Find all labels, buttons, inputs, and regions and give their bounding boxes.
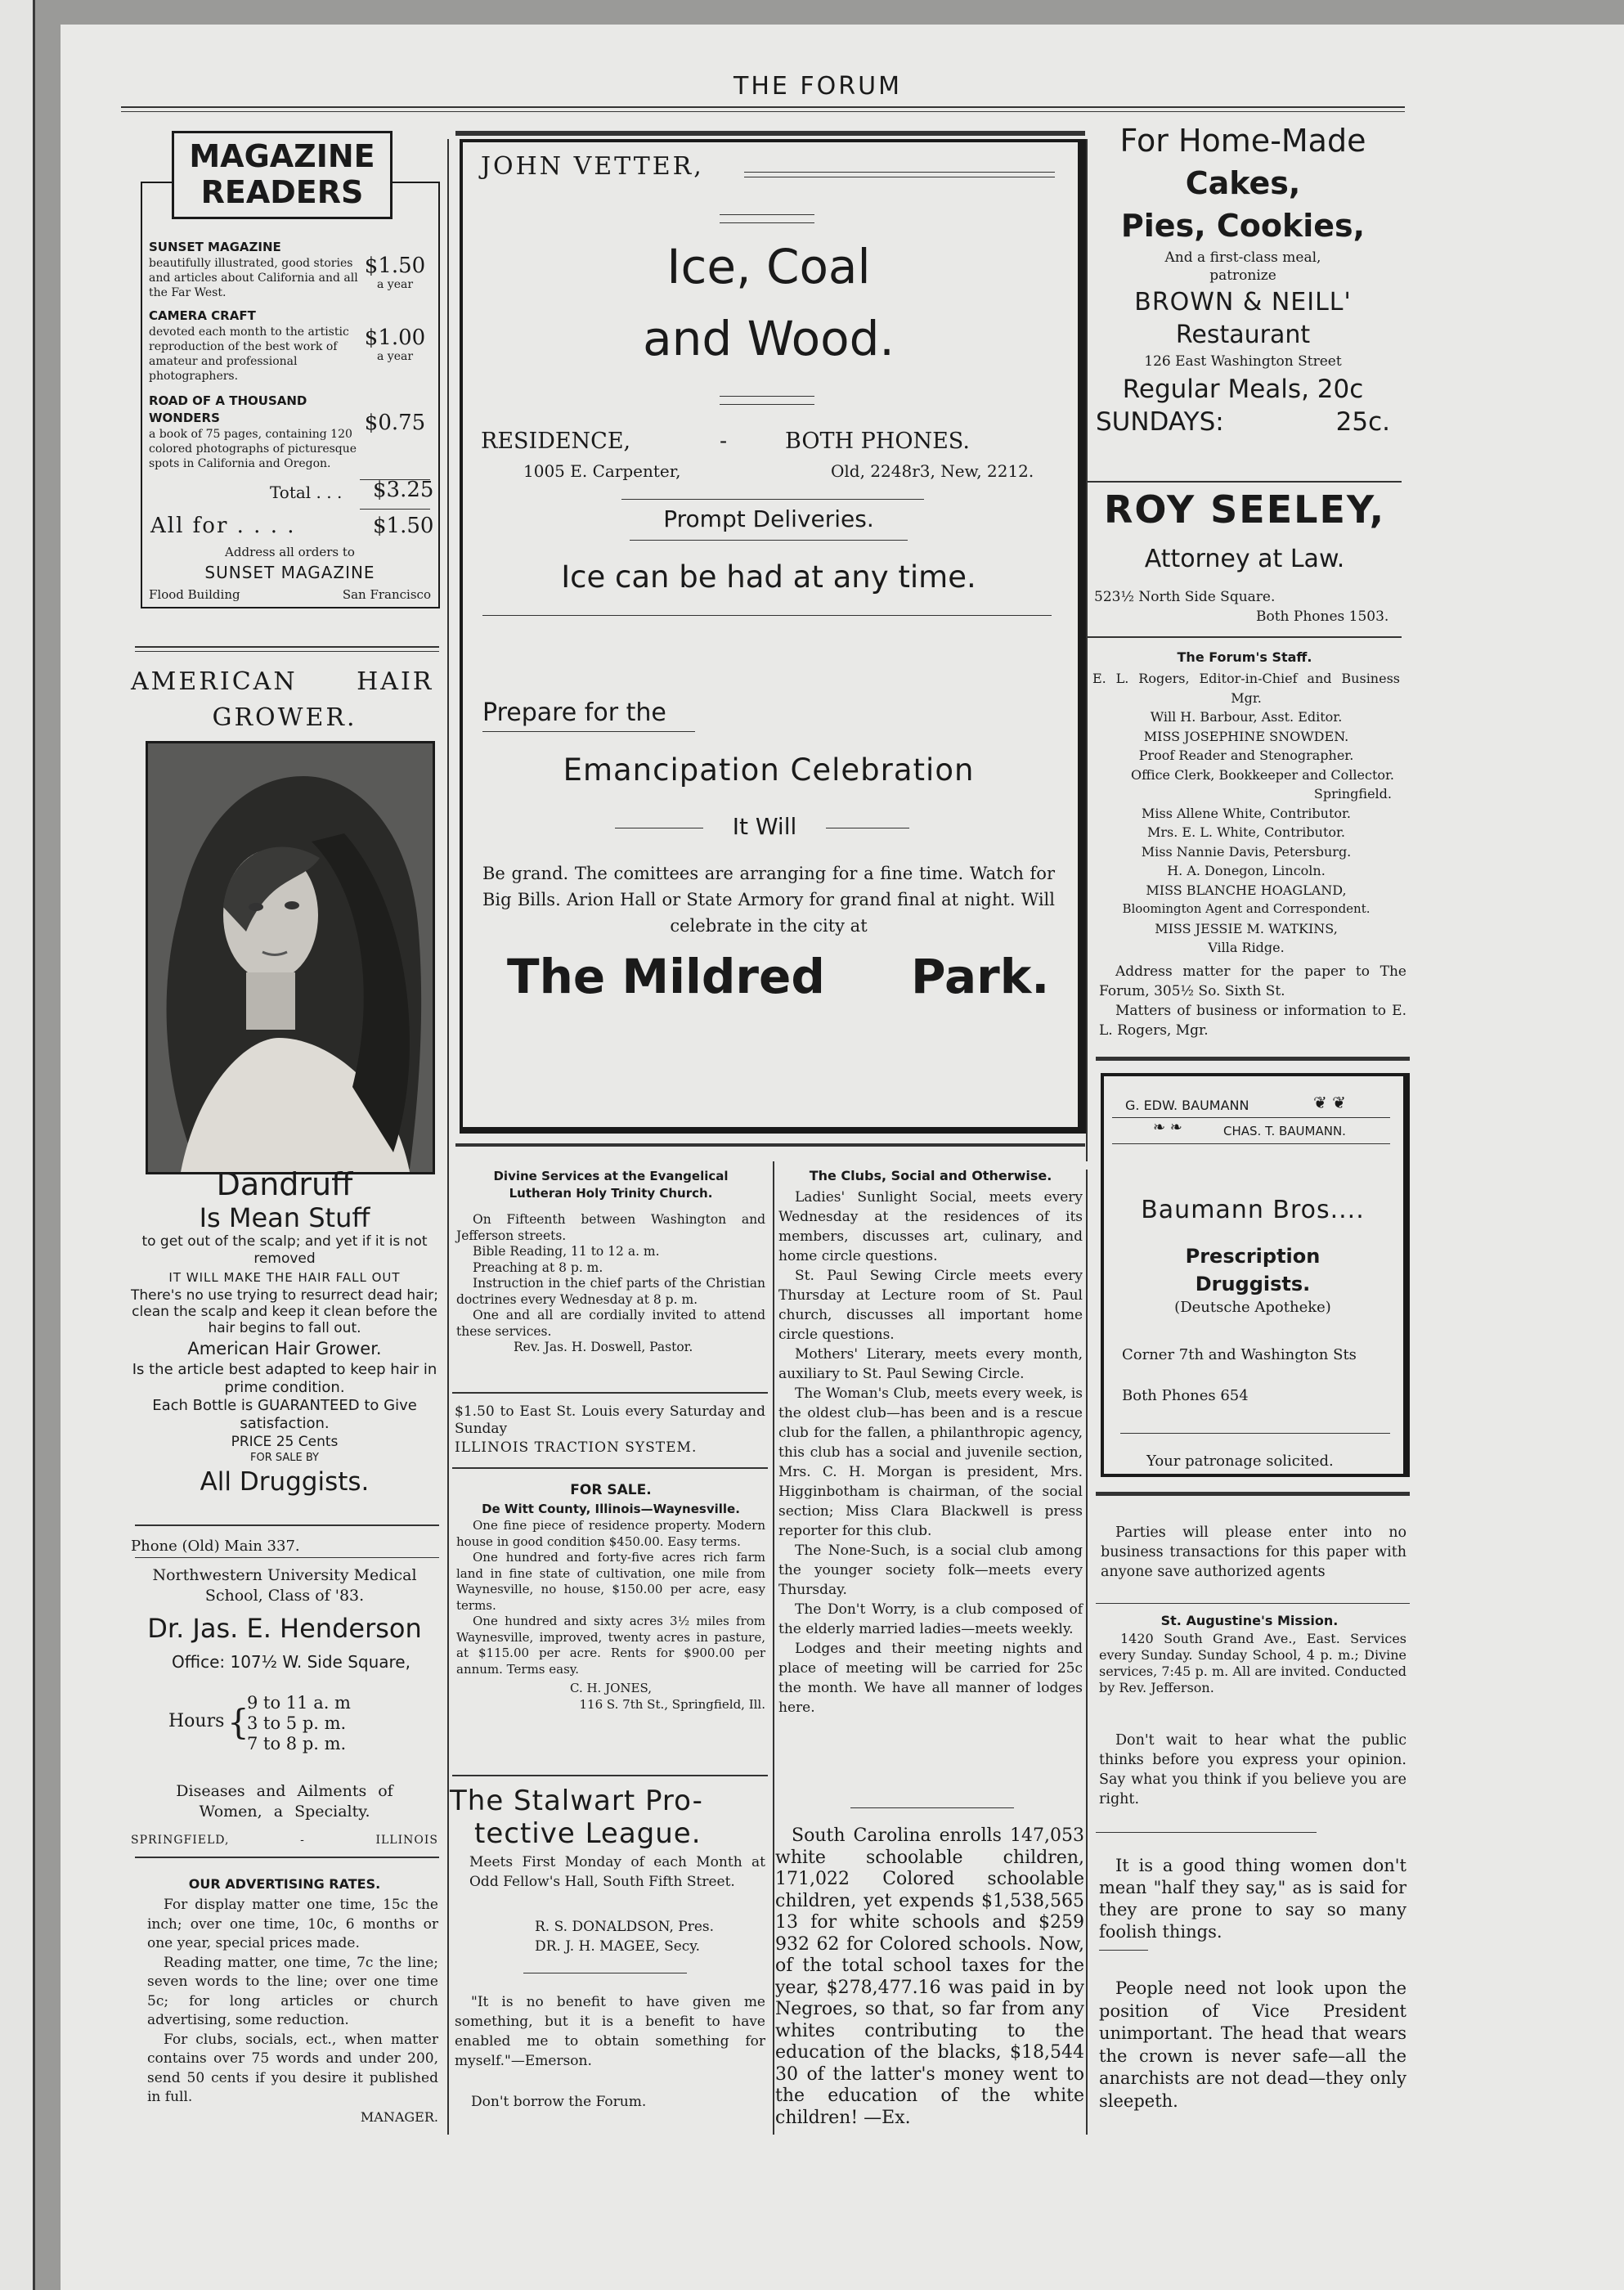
hours-label: Hours: [168, 1711, 225, 1731]
church-title-2: Lutheran Holy Trinity Church.: [509, 1186, 713, 1201]
doctor-city-line: [131, 1834, 438, 1847]
chas-baumann: CHAS. T. BAUMANN.: [1223, 1124, 1346, 1138]
hair-line-3: There's no use trying to resurrect dead hair; clean the scalp and keep it clean before the hair begins to fall out.: [131, 1287, 438, 1336]
phone-numbers: Old, 2248r3, New, 2212.: [831, 461, 1034, 481]
stalwart-meets: Meets First Monday of each Month at Odd Fellow's Hall, South Fifth Street.: [469, 1854, 765, 1890]
masthead: THE FORUM: [733, 72, 902, 101]
edw-baumann: G. EDW. BAUMANN: [1125, 1098, 1249, 1113]
staff-line: Springfield.: [1313, 786, 1392, 802]
rule: [621, 499, 924, 500]
staff-line: Will H. Barbour, Asst. Editor.: [1150, 709, 1343, 725]
staff-address: [1099, 962, 1406, 1040]
rates-sign: MANAGER.: [360, 2108, 438, 2125]
hours-list: [247, 1693, 351, 1754]
staff-list: [1092, 669, 1400, 958]
doctor-state: ILLINOIS: [375, 1834, 438, 1847]
sundays-price: 25c.: [1335, 407, 1390, 437]
staff-line: MISS BLANCHE HOAGLAND,: [1146, 882, 1347, 898]
rule: [135, 1524, 439, 1526]
traction-line-1: $1.50 to East St. Louis every Saturday and Sunday: [455, 1403, 765, 1437]
restaurant-address: 126 East Washington Street: [1144, 353, 1342, 370]
residence-address: 1005 E. Carpenter,: [523, 461, 681, 481]
sunset-magazine: SUNSET MAGAZINE: [204, 563, 375, 582]
hair-line-5: Is the article best adapted to keep hair in prime condition.: [132, 1361, 437, 1396]
stalwart-title-2: tective League.: [474, 1817, 702, 1850]
staff-line: Proof Reader and Stenographer.: [1138, 748, 1354, 763]
stalwart-secretary: DR. J. H. MAGEE, Secy.: [535, 1938, 701, 1955]
all-druggists: All Druggists.: [200, 1467, 370, 1497]
sale-paragraph: One hundred and forty-five acres rich farm land in fine state of cultivation, one mile from Waynesville, no house, $150.00 per acre, easy terms.: [456, 1550, 765, 1613]
dont-wait-item: Don't wait to hear what the public thinks before you express your opinion. Say what you think if you believe you are right.: [1099, 1732, 1406, 1807]
staff-line: Miss Allene White, Contributor.: [1141, 805, 1352, 821]
stalwart-title: [450, 1785, 703, 1850]
san-francisco: San Francisco: [342, 587, 431, 602]
regular-meals: Regular Meals, 20c: [1122, 375, 1364, 404]
hair-line-1: to get out of the scalp; and yet if it is not removed: [141, 1233, 428, 1267]
club-entry: The Don't Worry, is a club composed of the elderly married ladies—meets weekly.: [778, 1601, 1083, 1637]
sundays-label: SUNDAYS:: [1096, 407, 1224, 437]
rule: [1088, 481, 1402, 483]
leaf-ornament-icon: ❧ ❧: [1153, 1119, 1182, 1136]
all-for-price: $1.50: [373, 514, 434, 538]
club-entry: Mothers' Literary, meets every month, auxiliary to St. Paul Sewing Circle.: [778, 1346, 1083, 1382]
church-title-1: Divine Services at the Evangelical: [493, 1169, 729, 1183]
dandruff-headline: Dandruff: [216, 1166, 353, 1202]
rule: [720, 404, 814, 405]
leaf-ornament-icon: ❦ ❦: [1313, 1093, 1346, 1112]
rule: [850, 1807, 1014, 1808]
rule: [1096, 1832, 1317, 1833]
woman-portrait-image: [146, 741, 435, 1174]
doctor-phone: Phone (Old) Main 337.: [131, 1538, 300, 1555]
magazine-item: [149, 308, 431, 393]
club-entry: St. Paul Sewing Circle meets every Thursday at Lecture room of St. Paul church, discusses all important home circle questions.: [778, 1268, 1083, 1343]
sundays-line: [1089, 406, 1397, 438]
magazine-item-name: ROAD OF A THOUSAND WONDERS: [149, 393, 307, 425]
rule: [1096, 1603, 1410, 1604]
doctor-specialty: [131, 1781, 438, 1822]
vetter-name: JOHN VETTER,: [481, 152, 704, 181]
ice-any-time: Ice can be had at any time.: [561, 559, 976, 595]
augustine-body: 1420 South Grand Ave., East. Services every Sunday. Sunday School, 4 p. m.; Divine services, 7:45 p. m. All are invited. Conducted by Rev. Jefferson.: [1099, 1631, 1406, 1695]
hair-line-6: Each Bottle is GUARANTEED to Give satisfaction.: [152, 1397, 417, 1432]
staff-line: Miss Nannie Davis, Petersburg.: [1141, 843, 1352, 860]
hair-grower-title: [131, 667, 438, 696]
school-line-2: School, Class of '83.: [204, 1587, 365, 1605]
brown-neill: BROWN & NEILL': [1134, 288, 1352, 317]
stalwart-officers: [535, 1917, 714, 1956]
hair-line-8: FOR SALE BY: [250, 1452, 319, 1464]
clubs-body: [778, 1188, 1083, 1718]
cakes: Cakes,: [1185, 165, 1301, 201]
rule: [135, 651, 439, 652]
emancipation-celebration: Emancipation Celebration: [563, 752, 975, 788]
mean-stuff-headline: Is Mean Stuff: [199, 1202, 370, 1233]
patronize: patronize: [1209, 267, 1276, 284]
masthead-rule-thin: [121, 111, 1405, 112]
attorney-at-law: Attorney at Law.: [1144, 545, 1345, 573]
and-wood-headline: and Wood.: [643, 311, 895, 366]
stalwart-president: R. S. DONALDSON, Pres.: [535, 1919, 715, 1935]
rates-title: OUR ADVERTISING RATES.: [188, 1876, 381, 1892]
hours-brace: {: [227, 1702, 249, 1742]
magazine-item-per: a year: [376, 350, 414, 363]
staff-business-line: Matters of business or information to E. L. Rogers, Mgr.: [1099, 1003, 1406, 1039]
sale-sign-1: C. H. JONES,: [570, 1681, 652, 1695]
church-line: On Fifteenth between Washington and Jefferson streets.: [456, 1212, 765, 1243]
diseases-line-1: Diseases and Ailments of: [176, 1782, 393, 1800]
prompt-deliveries: Prompt Deliveries.: [663, 505, 874, 532]
magazine-item-price: $1.50: [364, 254, 426, 278]
mildred-park-2: Park.: [911, 949, 1050, 1004]
women-item: It is a good thing women don't mean "half they say," as is said for they are prone to say so many foolish things.: [1099, 1856, 1406, 1942]
scan-edge: [0, 0, 35, 2290]
rule: [720, 222, 814, 223]
brown-neill-ad: [1089, 119, 1397, 438]
column-rule-3: [1086, 139, 1088, 1161]
hair-ad-text: [131, 1166, 438, 1498]
magazine-item-desc: beautifully illustrated, good stories and articles about California and all the Far West.: [149, 257, 358, 299]
south-carolina-item: South Carolina enrolls 147,053 white schoolable children, 171,022 Colored schoolable children, yet expends $1,538,565 13 for white schools and $259 932 62 for Colored schools. Now, of the total school taxes for the year, $278,477.16 was paid in by Negroes, so that, so far from any whites contributing to the education of the blacks, $18,544 30 of the latter's money went to the education of the white children! —Ex.: [775, 1825, 1084, 2128]
rule: [482, 615, 1052, 616]
total-label: Total . . .: [270, 483, 343, 502]
sale-paragraph: One hundred and sixty acres 3½ miles from Waynesville, improved, twenty acres in pasture, at $115.00 per acre. Rents for $900.00 per annum. Terms easy.: [456, 1614, 765, 1677]
staff-line: E. L. Rogers, Editor-in-Chief and Business Mgr.: [1092, 671, 1400, 706]
rule: [1096, 1057, 1410, 1061]
traction-system: ILLINOIS TRACTION SYSTEM.: [455, 1439, 698, 1456]
doctor-dash: -: [300, 1834, 305, 1847]
church-line: Instruction in the chief parts of the Christian doctrines every Wednesday at 8 p. m.: [456, 1276, 765, 1307]
rule: [744, 172, 1055, 173]
sale-paragraph: One fine piece of residence property. Modern house in good condition $450.00. Easy terms.: [456, 1518, 765, 1549]
hair-grower-title-1: AMERICAN HAIR: [131, 667, 434, 696]
club-entry: The None-Such, is a social club among the younger society folk—meets every Thursday.: [778, 1542, 1083, 1598]
rule: [1112, 1117, 1390, 1118]
magazine-item: [149, 393, 431, 473]
rates-paragraph: Reading matter, one time, 7c the line; seven words to the line; over one time 5c; for long articles or church advertising, some reduction.: [147, 1954, 438, 2028]
diseases-line-2: Women, a Specialty.: [199, 1803, 370, 1821]
hair-line-7: PRICE 25 Cents: [231, 1434, 339, 1450]
roy-seeley: ROY SEELEY,: [1103, 487, 1386, 532]
staff-line: Mrs. E. L. White, Contributor.: [1147, 824, 1345, 840]
rule: [1120, 1433, 1390, 1434]
baumann-bros: Baumann Bros....: [1141, 1196, 1365, 1224]
rule: [630, 540, 908, 541]
ice-coal-headline: Ice, Coal: [666, 239, 871, 294]
magazine-title-1: MAGAZINE: [189, 138, 375, 174]
school-line-1: Northwestern University Medical: [152, 1566, 417, 1584]
magazine-item-name: SUNSET MAGAZINE: [149, 240, 281, 254]
magazine-item-desc: a book of 75 pages, containing 120 colored photographs of picturesque spots in California and Oregon.: [149, 428, 357, 470]
mildred-park-1: The Mildred: [507, 949, 825, 1004]
doctor-school: [131, 1565, 438, 1606]
staff-address-line: Address matter for the paper to The Forum, 305½ So. Sixth St.: [1099, 963, 1406, 999]
patronage-solicited: Your patronage solicited.: [1146, 1453, 1334, 1470]
parties-notice: Parties will please enter into no business transactions for this paper with anyone save authorized agents: [1101, 1524, 1406, 1580]
club-entry: The Woman's Club, meets every week, is the oldest club—has been and is a rescue club for the fallen, a philanthropic agency, this club has a social and juvenile section, Mrs. C. H. Morgan is president, Mrs. Higginbotham is chairman, of the social section; Miss Clara Blackwell is press reporter for this club.: [778, 1385, 1083, 1539]
residence-dash: -: [720, 429, 728, 454]
rates-body: [147, 1896, 438, 2126]
seeley-address: 523½ North Side Square.: [1094, 589, 1276, 605]
baumann-corner: Corner 7th and Washington Sts: [1122, 1346, 1357, 1363]
rates-paragraph: For clubs, socials, ect., when matter contains over 75 words and under 200, send 50 cents if you desire it published in full.: [147, 2031, 438, 2105]
staff-line: MISS JESSIE M. WATKINS,: [1155, 920, 1338, 936]
home-made: For Home-Made: [1119, 123, 1366, 159]
emerson-quote: "It is no benefit to have given me something, but it is a benefit to have enabled me to obtain something for myself."—Emerson.: [455, 1994, 765, 2069]
deutsche-apotheke: (Deutsche Apotheke): [1174, 1299, 1331, 1316]
flood-building: Flood Building: [149, 587, 240, 602]
for-sale-title: FOR SALE.: [570, 1482, 652, 1498]
portrait-illustration: [148, 743, 433, 1172]
hours-morning: 9 to 11 a. m: [247, 1693, 351, 1713]
augustine-title: St. Augustine's Mission.: [1160, 1613, 1339, 1628]
residence-label: RESIDENCE,: [481, 429, 631, 454]
rule: [452, 1775, 768, 1776]
church-line: One and all are cordially invited to attend these services.: [456, 1308, 765, 1339]
magazine-items: [149, 239, 431, 473]
staff-line: H. A. Donegon, Lincoln.: [1167, 863, 1326, 878]
magazine-item-price: $1.00: [364, 326, 426, 350]
clubs-title: The Clubs, Social and Otherwise.: [809, 1168, 1052, 1183]
vetter-bottom-rule: [455, 1143, 1085, 1147]
rule: [135, 1857, 439, 1858]
church-title: [454, 1168, 768, 1202]
magazine-item: [149, 239, 431, 308]
sale-sign-2: 116 S. 7th St., Springfield, Ill.: [579, 1696, 765, 1712]
church-pastor: Rev. Jas. H. Doswell, Pastor.: [514, 1340, 693, 1354]
magazine-title-2: READERS: [200, 174, 364, 210]
magazine-item-price: $0.75: [364, 411, 426, 435]
doctor-name: Dr. Jas. E. Henderson: [147, 1613, 422, 1644]
rule: [1088, 636, 1402, 638]
column-rule-1: [447, 139, 449, 2135]
staff-line: Bloomington Agent and Correspondent.: [1122, 901, 1371, 916]
magazine-address-line: [149, 587, 431, 602]
hours-evening: 7 to 8 p. m.: [247, 1734, 347, 1753]
rule: [1099, 1950, 1148, 1951]
doctor-office: Office: 107½ W. Side Square,: [172, 1652, 410, 1672]
staff-title: The Forum's Staff.: [1177, 649, 1312, 665]
vice-president-item: People need not look upon the position of Vice President unimportant. The head that wears the crown is never safe—all the anarchists are not dead—they only sleepeth.: [1099, 1978, 1406, 2111]
celebration-body: Be grand. The comittees are arranging for a fine time. Watch for Big Bills. Arion Hall or State Armory for grand final at night. Will celebrate in the city at: [482, 864, 1055, 936]
stalwart-title-1: The Stalwart Pro-: [450, 1785, 703, 1817]
rule: [452, 1392, 768, 1394]
rates-paragraph: For display matter one time, 15c the inch; over one time, 10c, 6 months or one year, special prices made.: [147, 1897, 438, 1951]
staff-line: Villa Ridge.: [1208, 940, 1285, 955]
it-will: It Will: [703, 813, 826, 840]
druggists: Druggists.: [1195, 1273, 1311, 1295]
column-rule-3b: [1086, 1170, 1088, 2135]
staff-line: MISS JOSEPHINE SNOWDEN.: [1143, 728, 1349, 744]
pies-cookies: Pies, Cookies,: [1120, 208, 1366, 244]
for-sale-body: [456, 1518, 765, 1713]
baumann-phones: Both Phones 654: [1122, 1387, 1249, 1404]
prepare-for-the: Prepare for the: [482, 698, 666, 727]
church-line: Preaching at 8 p. m.: [473, 1260, 603, 1275]
seeley-phones: Both Phones 1503.: [1256, 608, 1389, 625]
hours-afternoon: 3 to 5 p. m.: [247, 1713, 347, 1733]
magazine-ad-title: [172, 131, 393, 219]
hair-line-4: American Hair Grower.: [187, 1339, 382, 1358]
staff-line: Office Clerk, Bookkeeper and Collector.: [1130, 766, 1394, 783]
rule: [720, 214, 814, 215]
rule: [1112, 1143, 1390, 1144]
all-for-label: All for . . . .: [150, 514, 296, 538]
masthead-rule: [121, 106, 1405, 108]
column-rule-2: [773, 1161, 774, 2135]
restaurant: Restaurant: [1175, 321, 1311, 349]
club-entry: Lodges and their meeting nights and place of meeting will be carried for 25c the month. We have all manner of lodges here.: [778, 1641, 1083, 1716]
vetter-top-rule: [455, 131, 1085, 136]
rule: [452, 1467, 768, 1469]
magazine-item-desc: devoted each month to the artistic reproduction of the best work of amateur and professional photographers.: [149, 326, 349, 383]
rule: [135, 1557, 439, 1558]
total-rule-2: [360, 509, 430, 510]
first-class-meal: And a first-class meal,: [1164, 249, 1321, 266]
rule: [1096, 1492, 1410, 1496]
rule: [720, 396, 814, 397]
address-orders: Address all orders to: [225, 545, 355, 559]
total-price: $3.25: [373, 478, 434, 502]
church-body: [456, 1212, 765, 1356]
for-sale-location: De Witt County, Illinois—Waynesville.: [482, 1502, 740, 1516]
rule: [482, 731, 695, 732]
magazine-item-name: CAMERA CRAFT: [149, 308, 256, 323]
magazine-item-per: a year: [376, 278, 414, 291]
doctor-city: SPRINGFIELD,: [131, 1834, 230, 1847]
both-phones-label: BOTH PHONES.: [785, 429, 970, 454]
church-line: Bible Reading, 11 to 12 a. m.: [473, 1244, 660, 1259]
hair-line-2: IT WILL MAKE THE HAIR FALL OUT: [168, 1270, 401, 1285]
rule: [135, 646, 439, 648]
prescription: Prescription: [1185, 1245, 1321, 1268]
dont-borrow: Don't borrow the Forum.: [471, 2094, 647, 2110]
club-entry: Ladies' Sunlight Social, meets every Wednesday at the residences of its members, discusses art, culinary, and home circle questions.: [778, 1189, 1083, 1264]
hair-grower-title-2: GROWER.: [212, 703, 357, 732]
